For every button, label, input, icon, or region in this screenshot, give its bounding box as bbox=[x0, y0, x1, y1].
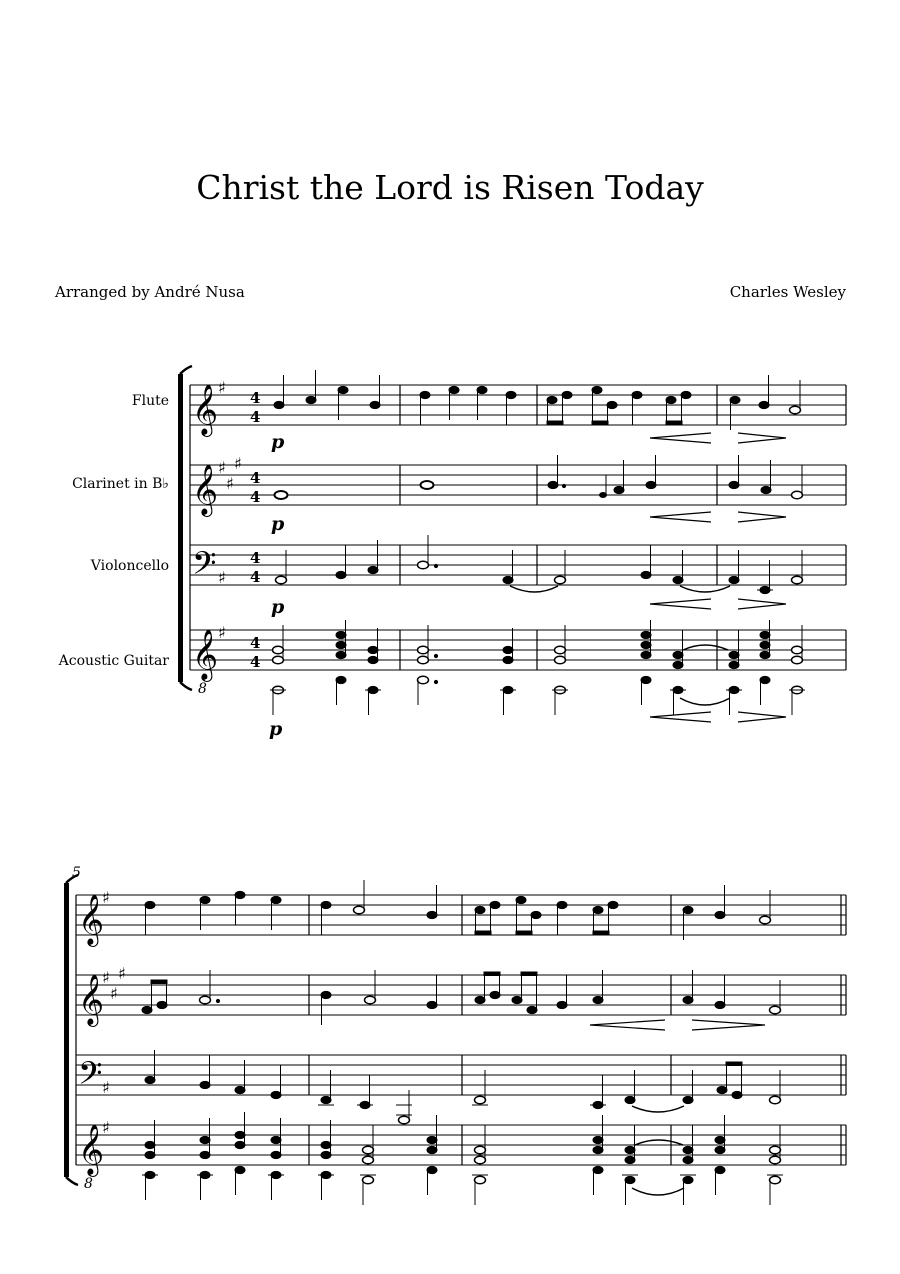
bass-clef-icon: 𝄢 bbox=[78, 1055, 103, 1099]
svg-text:4: 4 bbox=[250, 408, 261, 426]
svg-text:4: 4 bbox=[250, 488, 261, 506]
sharp-icon: ♯ bbox=[102, 1118, 110, 1137]
measure-number: 5 bbox=[72, 865, 81, 881]
sharp-icon: ♯ bbox=[218, 458, 226, 477]
dynamic-piano: p bbox=[271, 596, 285, 618]
barlines bbox=[190, 385, 846, 670]
clarinet-notes bbox=[275, 455, 803, 499]
system-1 bbox=[58, 366, 846, 740]
instrument-name-clarinet: Clarinet in B♭ bbox=[72, 476, 169, 492]
sharp-icon: ♯ bbox=[102, 888, 110, 907]
dynamic-piano: p bbox=[271, 431, 285, 453]
sharp-icon: ♯ bbox=[110, 984, 118, 1003]
treble-clef-icon: 𝄞 bbox=[78, 894, 105, 945]
octave-marker: 8 bbox=[198, 681, 207, 697]
arranger-credit: Arranged by André Nusa bbox=[55, 283, 245, 301]
octave-marker: 8 bbox=[84, 1176, 93, 1192]
sharp-icon: ♯ bbox=[118, 964, 126, 983]
staff-lines bbox=[190, 385, 846, 670]
svg-text:4: 4 bbox=[250, 469, 261, 487]
treble-clef-icon: 𝄞 bbox=[78, 974, 105, 1025]
svg-text:4: 4 bbox=[250, 549, 261, 567]
clarinet-notes bbox=[142, 970, 781, 1025]
sharp-icon: ♯ bbox=[218, 623, 226, 642]
svg-text:4: 4 bbox=[250, 634, 261, 652]
staff-lines bbox=[76, 895, 846, 1165]
flute-notes bbox=[145, 880, 771, 940]
treble-clef-icon: 𝄞 bbox=[78, 1124, 105, 1175]
sharp-icon: ♯ bbox=[218, 568, 226, 587]
time-signatures bbox=[250, 389, 260, 671]
cello-notes bbox=[145, 1050, 781, 1124]
sharp-icon: ♯ bbox=[234, 454, 242, 473]
hairpins bbox=[590, 1020, 765, 1030]
svg-text:4: 4 bbox=[250, 389, 261, 407]
sharp-icon: ♯ bbox=[102, 968, 110, 987]
treble-clef-icon: 𝄞 bbox=[192, 464, 219, 515]
dynamic-piano: p bbox=[271, 513, 285, 535]
dynamic-piano: p bbox=[269, 718, 283, 740]
treble-clef-icon: 𝄞 bbox=[192, 384, 219, 435]
sharp-icon: ♯ bbox=[226, 474, 234, 493]
sharp-icon: ♯ bbox=[218, 378, 226, 397]
instrument-name-violoncello: Violoncello bbox=[90, 558, 169, 574]
composer-credit: Charles Wesley bbox=[729, 283, 846, 301]
instrument-name-flute: Flute bbox=[131, 393, 169, 409]
svg-text:4: 4 bbox=[250, 653, 261, 671]
svg-text:4: 4 bbox=[250, 568, 261, 586]
bass-clef-icon: 𝄢 bbox=[192, 545, 217, 589]
score-title: Christ the Lord is Risen Today bbox=[196, 168, 704, 207]
sharp-icon: ♯ bbox=[102, 1078, 110, 1097]
instrument-name-guitar: Acoustic Guitar bbox=[58, 653, 169, 669]
system-2 bbox=[64, 865, 846, 1205]
treble-clef-icon: 𝄞 bbox=[192, 629, 219, 680]
